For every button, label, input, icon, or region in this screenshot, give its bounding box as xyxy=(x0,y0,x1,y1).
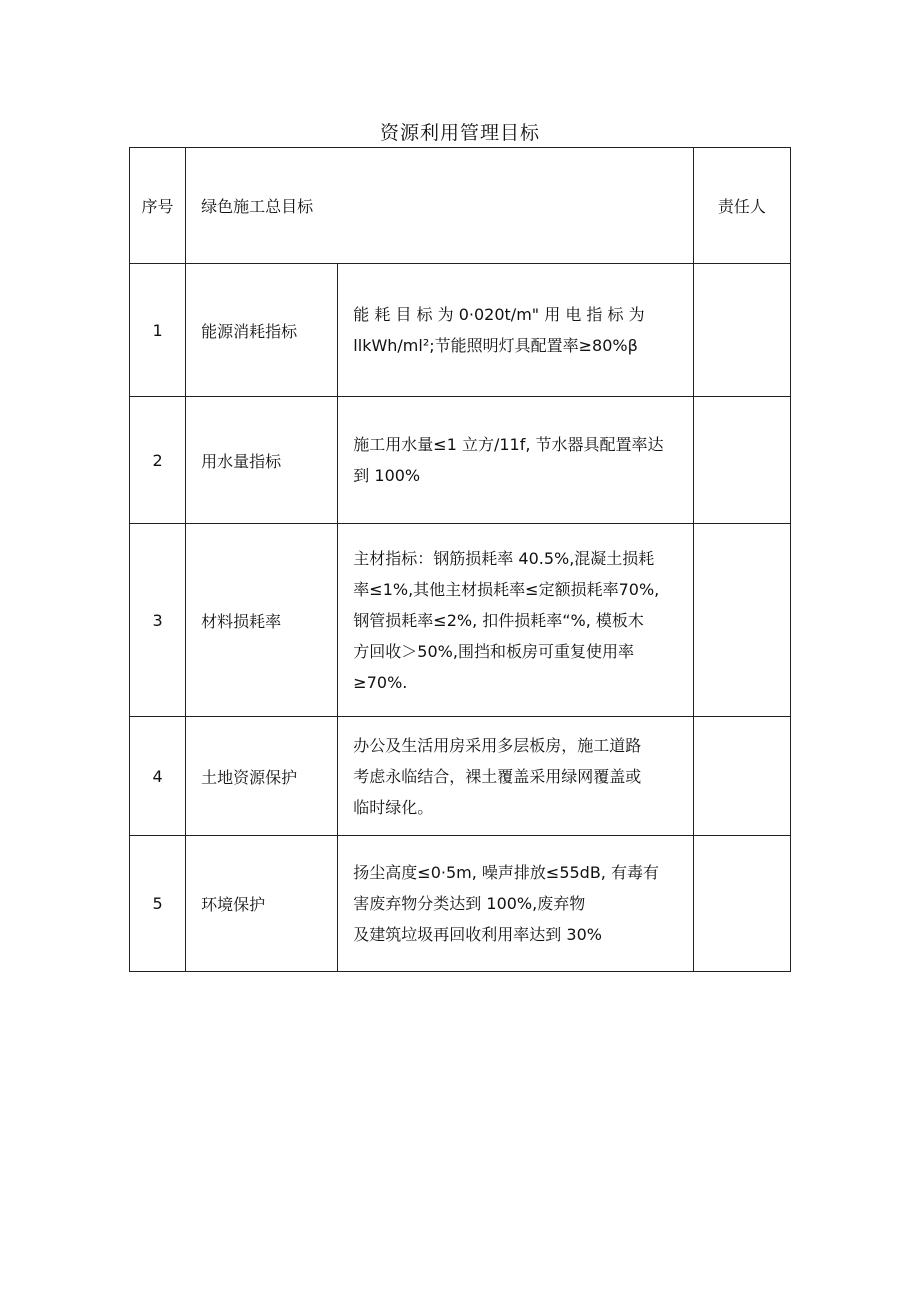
row-owner xyxy=(693,717,790,836)
desc-line: 施工用水量≤1 立方∕11f, 节水器具配置率达 xyxy=(353,435,664,454)
row-no: 5 xyxy=(130,836,186,972)
desc-line: 考虑永临结合，裸土覆盖采用绿网覆盖或 xyxy=(353,766,642,786)
header-no: 序号 xyxy=(130,148,186,264)
row-name: 材料损耗率 xyxy=(186,524,338,717)
row-name: 用水量指标 xyxy=(186,397,338,524)
row-owner xyxy=(693,264,790,397)
resource-goals-table xyxy=(129,147,791,972)
header-owner: 责任人 xyxy=(693,148,790,264)
table-row xyxy=(130,264,791,397)
desc-line: 到 100% xyxy=(353,466,421,485)
row-name: 能源消耗指标 xyxy=(186,264,338,397)
table-row xyxy=(130,717,791,836)
desc-line: llkWh/ml²;节能照明灯具配置率≥80%β xyxy=(353,336,638,355)
desc-line: 率≤1%,其他主材损耗率≤定额损耗率70%, xyxy=(353,579,660,599)
desc-line: 方回收＞50%,围挡和板房可重复使用率 xyxy=(353,641,634,661)
row-desc xyxy=(338,524,694,717)
row-desc xyxy=(338,397,694,524)
row-name: 环境保护 xyxy=(186,836,338,972)
row-name: 土地资源保护 xyxy=(186,717,338,836)
page-title: 资源利用管理目标 xyxy=(379,122,540,144)
row-no: 1 xyxy=(130,264,186,397)
row-no: 3 xyxy=(130,524,186,717)
row-no: 4 xyxy=(130,717,186,836)
desc-line: ≥70%. xyxy=(353,672,408,692)
table-row xyxy=(130,397,791,524)
row-owner xyxy=(693,397,790,524)
header-goal: 绿色施工总目标 xyxy=(186,148,694,264)
row-owner xyxy=(693,836,790,972)
table-row xyxy=(130,524,791,717)
desc-line: 及建筑垃圾再回收利用率达到 30% xyxy=(353,925,602,944)
desc-line: 办公及生活用房采用多层板房，施工道路 xyxy=(353,735,642,755)
desc-line: 临时绿化。 xyxy=(353,797,434,817)
desc-line: 害废弃物分类达到 100%,废弃物 xyxy=(353,894,586,913)
table-header-row xyxy=(130,148,791,264)
desc-line: 主材指标：钢筋损耗率 40.5%,混凝土损耗 xyxy=(353,548,655,568)
row-desc xyxy=(338,264,694,397)
row-desc xyxy=(338,836,694,972)
desc-line: 扬尘高度≤0·5m, 噪声排放≤55dB, 有毒有 xyxy=(353,863,659,882)
row-owner xyxy=(693,524,790,717)
row-no: 2 xyxy=(130,397,186,524)
desc-line: 能 耗 目 标 为 0·020t∕m" 用 电 指 标 为 xyxy=(353,305,645,324)
row-desc xyxy=(338,717,694,836)
desc-line: 钢管损耗率≤2%, 扣件损耗率“%, 模板木 xyxy=(353,610,644,630)
table-row xyxy=(130,836,791,972)
